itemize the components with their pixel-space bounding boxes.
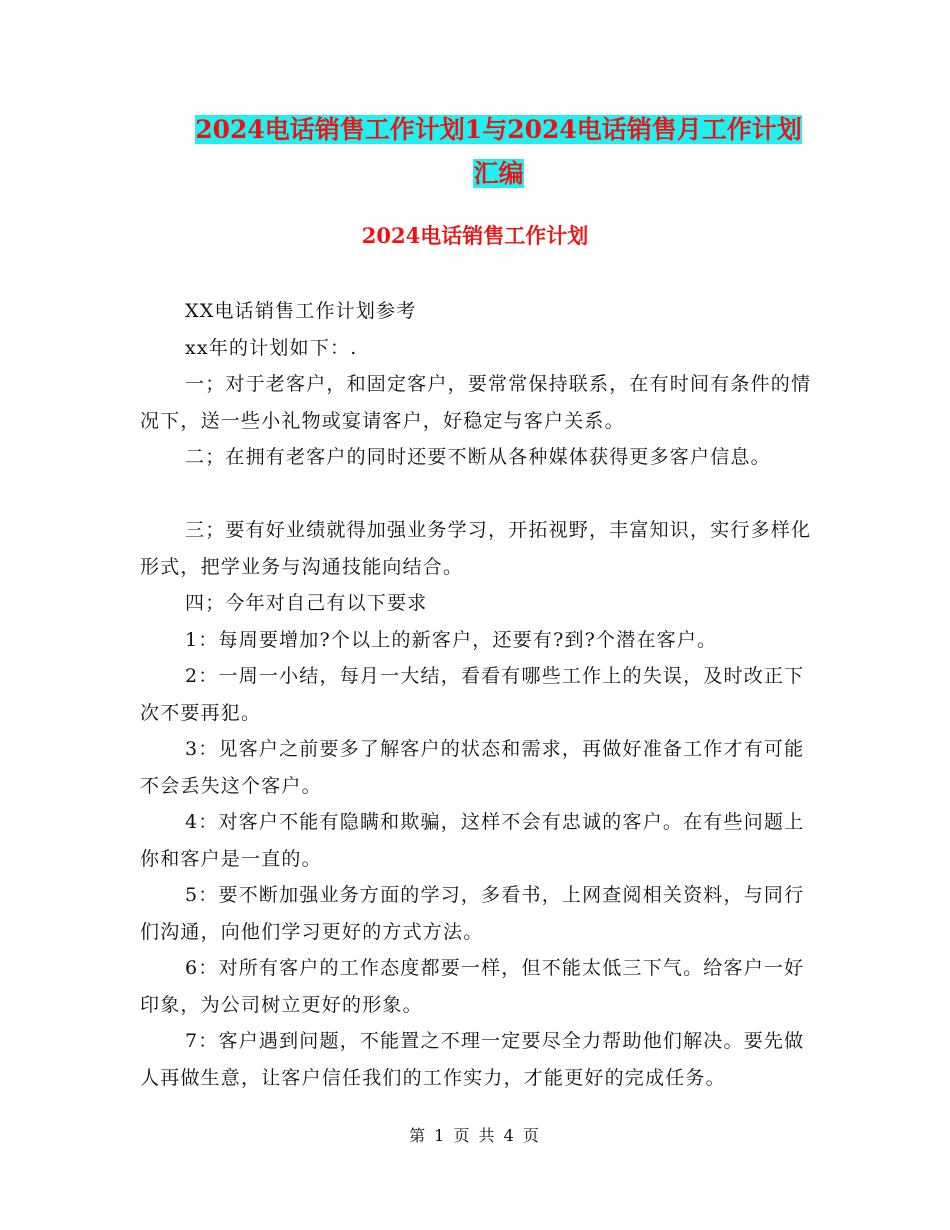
- paragraph: 三；要有好业绩就得加强业务学习，开拓视野，丰富知识，实行多样化形式，把学业务与沟通技能向结合。: [140, 519, 812, 578]
- paragraph: 2：一周一小结，每月一大结，看看有哪些工作上的失误，及时改正下次不要再犯。: [140, 665, 805, 724]
- document-body: [140, 293, 812, 1096]
- document-title-line-2: 汇编: [473, 159, 524, 188]
- blank-line: [140, 476, 812, 513]
- document-title: [187, 108, 810, 196]
- paragraph: 4：对客户不能有隐瞒和欺骗，这样不会有忠诚的客户。在有些问题上你和客户是一直的。: [140, 811, 805, 870]
- paragraph: 1：每周要增加?个以上的新客户，还要有?到?个潜在客户。: [185, 628, 718, 651]
- paragraph: XX电话销售工作计划参考: [185, 300, 417, 322]
- paragraph: 5：要不断加强业务方面的学习，多看书，上网查阅相关资料，与同行们沟通，向他们学习更好的方式方法。: [140, 884, 805, 943]
- document-title-line-1: 2024电话销售工作计划1与2024电话销售月工作计划: [195, 115, 802, 144]
- paragraph: xx年的计划如下：.: [185, 336, 358, 359]
- paragraph: 一；对于老客户，和固定客户，要常常保持联系，在有时间有条件的情况下，送一些小礼物或宴请客户，好稳定与客户关系。: [140, 373, 812, 432]
- paragraph: 二；在拥有老客户的同时还要不断从各种媒体获得更多客户信息。: [185, 446, 771, 468]
- section-title: 2024电话销售工作计划: [361, 223, 589, 248]
- paragraph: 7：客户遇到问题，不能置之不理一定要尽全力帮助他们解决。要先做人再做生意，让客户信任我们的工作实力，才能更好的完成任务。: [140, 1030, 805, 1089]
- paragraph: 6：对所有客户的工作态度都要一样，但不能太低三下气。给客户一好印象，为公司树立更好的形象。: [140, 957, 805, 1016]
- paragraph: 四；今年对自己有以下要求: [185, 592, 428, 614]
- page-footer: 第 1 页 共 4 页: [409, 1126, 541, 1145]
- paragraph: 3：见客户之前要多了解客户的状态和需求，再做好准备工作才有可能不会丢失这个客户。: [140, 738, 805, 797]
